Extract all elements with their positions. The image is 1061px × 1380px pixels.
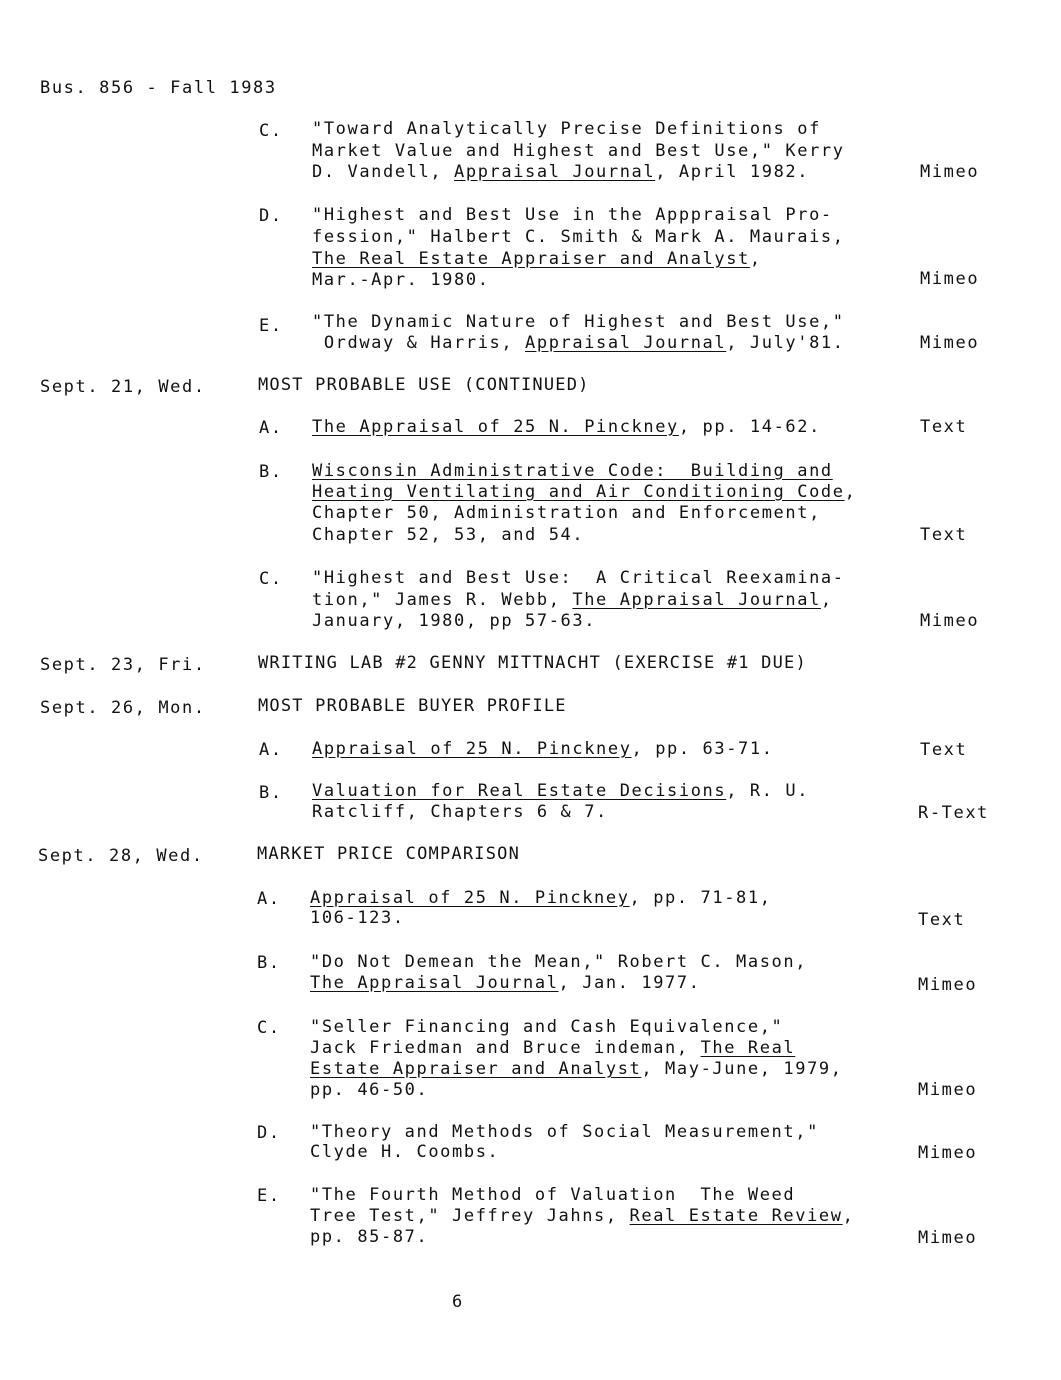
source-label: Mimeo <box>920 611 980 631</box>
session-date: Sept. 26, Mon. <box>40 698 206 718</box>
item-line: Chapter 52, 53, and 54. <box>312 525 585 545</box>
item-line: The Appraisal Journal, Jan. 1977. <box>310 973 701 993</box>
source-label: Mimeo <box>918 975 978 995</box>
source-label: Mimeo <box>918 1080 978 1100</box>
item-line: Heating Ventilating and Air Conditioning Code, <box>312 482 857 502</box>
item-line: Jack Friedman and Bruce indeman, The Real <box>310 1038 796 1058</box>
item-line: Clyde H. Coombs. <box>310 1142 500 1162</box>
item-line: "Highest and Best Use in the Apppraisal Pro- <box>312 205 833 225</box>
item-letter: C. <box>259 121 283 141</box>
item-line: "Toward Analytically Precise Definitions of <box>312 119 821 139</box>
source-label: Text <box>918 910 966 930</box>
item-letter: D. <box>257 1123 281 1143</box>
item-line: Valuation for Real Estate Decisions, R. U. <box>312 781 810 801</box>
journal-title: Appraisal Journal <box>525 333 727 353</box>
item-line: tion," James R. Webb, The Appraisal Journal, <box>312 590 833 610</box>
item-letter: C. <box>259 569 283 589</box>
item-line: The Appraisal of 25 N. Pinckney, pp. 14-62. <box>312 417 821 437</box>
item-line: Ordway & Harris, Appraisal Journal, July'81. <box>312 333 845 353</box>
journal-title: The Real <box>700 1038 796 1058</box>
journal-title: The Appraisal Journal <box>572 590 821 610</box>
item-line: Chapter 50, Administration and Enforcement, <box>312 503 821 523</box>
item-line: Market Value and Highest and Best Use," Kerry <box>312 141 845 161</box>
item-line: D. Vandell, Appraisal Journal, April 1982. <box>312 162 810 182</box>
session-title: MOST PROBABLE USE (CONTINUED) <box>258 375 590 395</box>
item-line: 106-123. <box>310 908 405 928</box>
source-label: R-Text <box>918 803 990 823</box>
item-letter: A. <box>257 889 281 909</box>
session-title: MOST PROBABLE BUYER PROFILE <box>258 696 567 716</box>
item-letter: B. <box>259 462 283 482</box>
item-letter: A. <box>259 418 283 438</box>
item-line: Appraisal of 25 N. Pinckney, pp. 71-81, <box>310 888 772 908</box>
item-line: Tree Test," Jeffrey Jahns, Real Estate Review, <box>310 1206 855 1226</box>
session-title: MARKET PRICE COMPARISON <box>257 844 521 864</box>
source-label: Mimeo <box>920 162 980 182</box>
item-line: Estate Appraiser and Analyst, May-June, 1979, <box>310 1059 843 1079</box>
item-letter: B. <box>259 783 283 803</box>
journal-title: Estate Appraiser and Analyst <box>310 1059 642 1079</box>
journal-title: Appraisal Journal <box>454 162 656 182</box>
source-label: Mimeo <box>918 1228 978 1248</box>
session-date: Sept. 23, Fri. <box>40 655 206 675</box>
book-title: Appraisal of 25 N. Pinckney <box>310 888 630 908</box>
item-line: January, 1980, pp 57-63. <box>312 611 597 631</box>
source-label: Text <box>920 525 968 545</box>
item-line: "The Dynamic Nature of Highest and Best Use," <box>312 312 845 332</box>
source-label: Text <box>920 417 968 437</box>
item-line: Mar.-Apr. 1980. <box>312 270 490 290</box>
journal-title: The Real Estate Appraiser and Analyst <box>312 249 750 269</box>
item-line: "Highest and Best Use: A Critical Reexamina- <box>312 568 845 588</box>
item-line: "Do Not Demean the Mean," Robert C. Mason, <box>310 952 808 972</box>
book-title: Heating Ventilating and Air Conditioning Code <box>312 482 845 502</box>
item-letter: E. <box>257 1186 281 1206</box>
item-line: pp. 46-50. <box>310 1080 429 1100</box>
source-label: Text <box>920 740 968 760</box>
item-line <box>312 461 833 482</box>
book-title: Wisconsin Administrative Code: Building and <box>312 461 833 481</box>
session-date: Sept. 21, Wed. <box>40 377 206 397</box>
journal-title: The Appraisal Journal <box>310 973 559 993</box>
item-line: pp. 85-87. <box>310 1227 429 1247</box>
item-letter: C. <box>257 1018 281 1038</box>
book-title: Appraisal of 25 N. Pinckney <box>312 739 632 759</box>
source-label: Mimeo <box>918 1143 978 1163</box>
session-date: Sept. 28, Wed. <box>38 846 204 866</box>
item-letter: B. <box>257 953 281 973</box>
page-number: 6 <box>452 1292 464 1312</box>
item-line: "Theory and Methods of Social Measurement," <box>310 1122 819 1142</box>
item-letter: A. <box>259 740 283 760</box>
item-line: "Seller Financing and Cash Equivalence," <box>310 1017 784 1037</box>
book-title: Valuation for Real Estate Decisions <box>312 781 727 801</box>
item-line: Appraisal of 25 N. Pinckney, pp. 63-71. <box>312 739 774 759</box>
item-letter: E. <box>259 316 283 336</box>
book-title: The Appraisal of 25 N. Pinckney <box>312 417 679 437</box>
item-line: The Real Estate Appraiser and Analyst, <box>312 249 762 269</box>
session-title: WRITING LAB #2 GENNY MITTNACHT (EXERCISE #1 DUE) <box>258 653 807 673</box>
source-label: Mimeo <box>920 333 980 353</box>
course-header: Bus. 856 - Fall 1983 <box>40 78 277 98</box>
item-line: fession," Halbert C. Smith & Mark A. Maurais, <box>312 227 845 247</box>
item-line: Ratcliff, Chapters 6 & 7. <box>312 802 608 822</box>
source-label: Mimeo <box>920 269 980 289</box>
item-letter: D. <box>259 206 283 226</box>
journal-title: Real Estate Review <box>629 1206 843 1226</box>
item-line: "The Fourth Method of Valuation The Weed <box>310 1185 796 1205</box>
